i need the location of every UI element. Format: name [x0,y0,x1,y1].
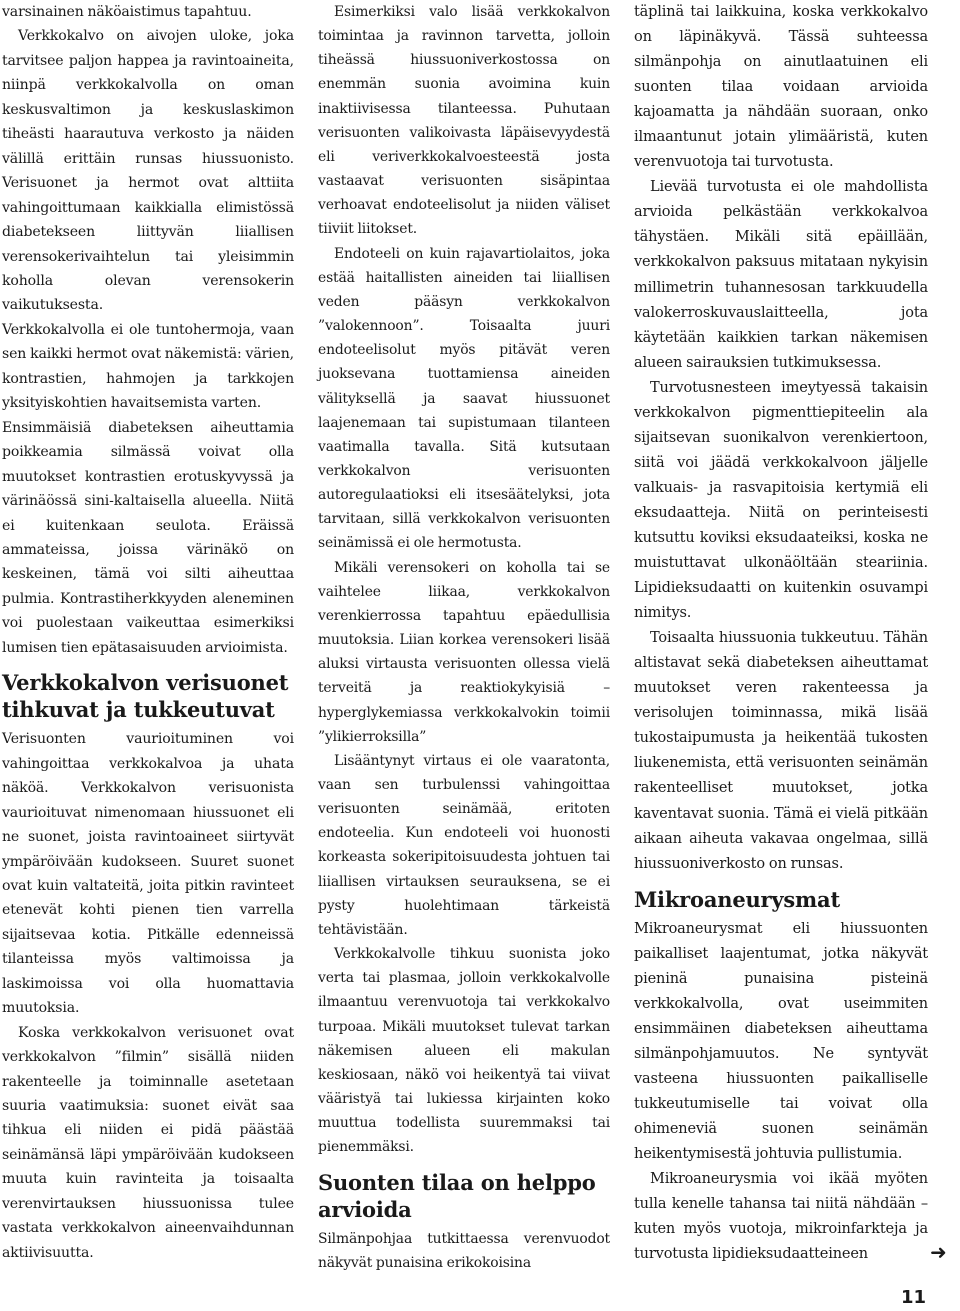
continue-arrow-icon: ➜ [930,1240,947,1264]
paragraph: Toisaalta hiussuonia tukkeutuu. Tähän altistavat sekä diabeteksen aiheuttamat muutokset veren rakenteessa ja verisolujen toiminnassa, mikä lisää tukostaipumusta ja heikentää tukosten liukenemista, että verisuonten seinämän rakenteelliset muutokset, jotka kaventavat suonia. Tämä ei vielä pitkään aikaan aiheuta vakavaa ongelmaa, sillä hiussuoniverkosto on runsas. [634,630,928,872]
paragraph: Silmänpohjaa tutkittaessa verenvuodot näkyvät punaisina erikokoisina [318,1230,610,1271]
column-1 [2,0,294,1265]
section-heading: Verkkokalvon verisuonet tihkuvat ja tukkeutuvat [2,670,289,723]
column-3 [634,0,928,1267]
paragraph: Mikroaneurysmia voi ikää myöten tulla kenelle tahansa tai niitä nähdään – kuten myös vuotoja, mikroinfarkteja ja turvotusta lipidieksudaatteineen [634,1171,928,1263]
column-2 [318,0,610,1275]
paragraph: täplinä tai laikkuina, koska verkkokalvo on läpinäkyvä. Tässä suhteessa silmänpohja on ainutlaatuinen eli suonten tilaa voidaan arvioida kajoamatta ja nähdään suoraan, onko ilmaantunut jotain ylimääristä, kuten verenvuotoja tai turvotusta. [634,4,928,171]
paragraph: Lievää turvotusta ei ole mahdollista arvioida pelkästään verkkokalvoa tähystäen. Mikäli sitä epäillään, verkkokalvon paksuus mitataan nykyisin millimetrin tuhannesosan tarkkuudella valokerroskuvauslaitteella, jota käytetään kaikkien tarkan näkemisen alueen sairauksien tutkimuksessa. [634,179,928,371]
paragraph: varsinainen näköaistimus tapahtuu. [2,4,252,20]
paragraph: Lisääntynyt virtaus ei ole vaaratonta, vaan sen turbulenssi vahingoittaa verisuonten seinämää, eritoten endoteelia. Kun endoteeli voi huonosti korkeasta sokeripitoisuudesta johtuen tai liiallisen virtauksen seurauksena, se ei pysty huolehtimaan tärkeistä tehtävistään. [318,752,610,938]
paragraph: Verkkokalvolle tihkuu suonista joko verta tai plasmaa, jolloin verkkokalvolle ilmaantuu verenvuotoja tai verkkokalvo turpoaa. Mikäli muutokset tulevat tarkan näkemisen alueen eli makulan keskiosaan, näkö voi heikentyä tai viivat vääristyä tai lukiessa kirjainten koko muuttua todellista suuremmaksi tai pienemmäksi. [318,946,610,1156]
paragraph: Esimerkiksi valo lisää verkkokalvon toimintaa ja ravinnon tarvetta, jolloin tiheässä hiussuoniverkostossa on enemmän suonia avoimina kuin inaktiivisessa tilanteessa. Puhutaan verisuonten valikoivasta läpäisevyydestä eli veriverkkokalvoesteestä josta vastaavat verisuonten sisäpintaa verhoavat endoteelisolut ja niiden väliset tiiviit liitokset. [318,4,610,238]
paragraph: Verisuonten vaurioituminen voi vahingoittaa verkkokalvoa ja uhata näköä. Verkkokalvon verisuonista vaurioituvat nimenomaan hiussuonet eli ne suonet, joista ravintoaineet siirtyvät ympäröivään kudokseen. Suuret suonet ovat kuin valtateitä, joita pitkin ravinteet etenevät kohti pienen tien varrella sijaitsevaa kotia. Pitkälle edenneissä tilanteissa myös valtimoissa ja laskimoissa voi olla huomattavia muutoksia. [2,731,294,1017]
section-heading: Mikroaneurysmat [634,886,840,912]
page-number: 11 [900,1287,926,1308]
paragraph: Koska verkkokalvon verisuonet ovat verkkokalvon ”filmin” sisällä niiden rakenteelle ja toiminnalle asetetaan suuria vaatimuksia: suonet eivät saa tihkua eli niiden ei pidä päästää seinämänsä läpi ympäröivään kudokseen muuta kuin ravinteita ja toisaalta verenvirtauksen hiussuonissa tulee vastata verkkokalvon aineenvaihdunnan aktiivisuutta. [2,1024,294,1261]
paragraph: Turvotusnesteen imeytyessä takaisin verkkokalvon pigmenttiepiteelin ala sijaitsevan suonikalvon verenkiertoon, siitä voi jäädä verkkokalvoon jäljelle valkuais- ja rasvapitoisia kertymiä eli eksudaatteja. Niitä on perinteisesti kutsuttu koviksi eksudaateiksi, koska ne muistuttavat ulkonäöltään steariinia. Lipidieksudaatti on kuitenkin osuvampi nimitys. [634,379,928,622]
paragraph: Ensimmäisiä diabeteksen aiheuttamia poikkeamia silmässä voivat olla muutokset kontrastien erotuskyvyssä ja värinäössä sini-kaltaisella alueella. Niitä ei kuitenkaan seulota. Eräissä ammateissa, joissa värinäkö on keskeinen, tämä voi silti aiheuttaa pulmia. Kontrastiherkkyyden aleneminen voi puolestaan vaikeuttaa esimerkiksi lumisen tien epätasaisuuden arvioimista. [2,419,294,656]
paragraph: Verkkokalvolla ei ole tuntohermoja, vaan sen kaikki hermot ovat näkemistä: värien, kontrastien, hahmojen ja tarkkojen yksityiskohtien havaitsemista varten. [2,321,294,412]
paragraph: Endoteeli on kuin rajavartiolaitos, joka estää haitallisten aineiden tai liiallisen veden pääsyn verkkokalvon ”valokennoon”. Toisaalta juuri endoteelisolut myös pitävät veren juoksevana tuottamiensa aineiden välityksellä ja saavat hiussuonet laajenemaan tai supistumaan tilanteen vaatimalla tavalla. Sitä kutsutaan verkkokalvon verisuonten autoregulaatioksi eli itsesäätelyksi, jota tarvitaan, sillä verkkokalvon verisuonten seinämissä ei ole hermotusta. [318,245,610,552]
paragraph: Verkkokalvo on aivojen uloke, joka tarvitsee paljon happea ja ravintoaineita, niinpä verkkokalvolla on oman keskusvaltimon ja keskuslaskimon tiheästi haarautuva verkosto ja näiden välillä erittäin runsas hiussuonisto. Verisuonet ja hermot ovat alttiita vahingoittumaan kaikkialla elimistössä diabetekseen liittyvän liiallisen verensokerivaihtelun tai yleisimmin koholla olevan verensokerin vaikutuksesta. [2,28,294,314]
paragraph: Mikäli verensokeri on koholla tai se vaihtelee liikaa, verkkokalvon verenkierrossa tapahtuu epäedullisia muutoksia. Liian korkea verensokeri lisää aluksi virtausta verisuonten ollessa vielä terveitä ja reaktiokykyisiä – hyperglykemiassa verkkokalvokin toimii ”ylikierroksilla” [318,559,610,745]
section-heading: Suonten tilaa on helppo arvioida [318,1169,596,1222]
paragraph: Mikroaneurysmat eli hiussuonten paikalliset laajentumat, jotka näkyvät pieninä punaisina pisteinä verkkokalvolla, ovat useimmiten ensimmäinen diabeteksen aiheuttama silmänpohjamuutos. Ne syntyvät vasteena hiussuonten paikalliselle tukkeutumiselle tai voivat olla ohimeneviä suonen seinämän heikentymisestä johtuvia pullistumia. [634,920,928,1163]
